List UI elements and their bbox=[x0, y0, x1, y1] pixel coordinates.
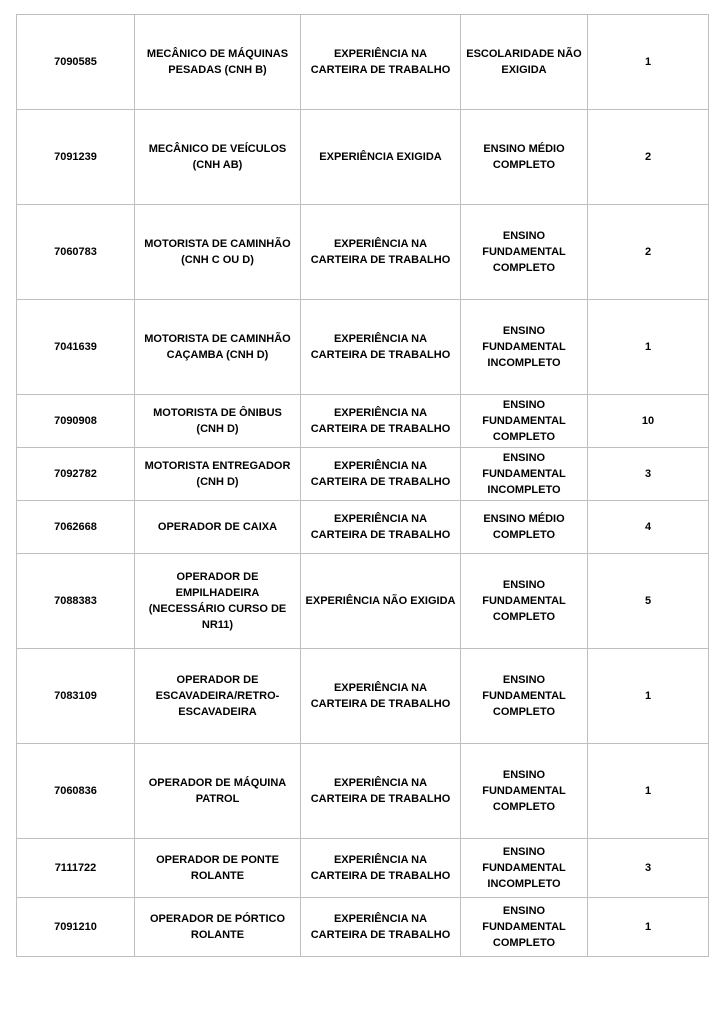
experience-requirement: EXPERIÊNCIA NÃO EXIGIDA bbox=[301, 554, 461, 649]
experience-requirement: EXPERIÊNCIA NA CARTEIRA DE TRABALHO bbox=[301, 898, 461, 957]
job-title: MOTORISTA DE CAMINHÃO (CNH C OU D) bbox=[135, 205, 301, 300]
job-vacancies-table bbox=[16, 14, 709, 957]
vacancy-count: 4 bbox=[588, 501, 709, 554]
education-requirement: ENSINO FUNDAMENTAL COMPLETO bbox=[461, 898, 588, 957]
vacancy-count: 3 bbox=[588, 839, 709, 898]
experience-requirement: EXPERIÊNCIA NA CARTEIRA DE TRABALHO bbox=[301, 395, 461, 448]
job-code: 7090585 bbox=[17, 15, 135, 110]
job-title: OPERADOR DE ESCAVADEIRA/RETRO-ESCAVADEIRA bbox=[135, 649, 301, 744]
job-code: 7111722 bbox=[17, 839, 135, 898]
vacancy-count: 3 bbox=[588, 448, 709, 501]
experience-requirement: EXPERIÊNCIA NA CARTEIRA DE TRABALHO bbox=[301, 15, 461, 110]
job-code: 7041639 bbox=[17, 300, 135, 395]
vacancy-count: 1 bbox=[588, 898, 709, 957]
job-code: 7088383 bbox=[17, 554, 135, 649]
education-requirement: ESCOLARIDADE NÃO EXIGIDA bbox=[461, 15, 588, 110]
experience-requirement: EXPERIÊNCIA NA CARTEIRA DE TRABALHO bbox=[301, 744, 461, 839]
table-row bbox=[17, 15, 709, 110]
table-row bbox=[17, 744, 709, 839]
job-code: 7060783 bbox=[17, 205, 135, 300]
education-requirement: ENSINO FUNDAMENTAL INCOMPLETO bbox=[461, 448, 588, 501]
job-title: OPERADOR DE PÓRTICO ROLANTE bbox=[135, 898, 301, 957]
experience-requirement: EXPERIÊNCIA EXIGIDA bbox=[301, 110, 461, 205]
job-title: MECÂNICO DE MÁQUINAS PESADAS (CNH B) bbox=[135, 15, 301, 110]
table-row bbox=[17, 554, 709, 649]
vacancy-count: 10 bbox=[588, 395, 709, 448]
education-requirement: ENSINO FUNDAMENTAL COMPLETO bbox=[461, 649, 588, 744]
job-title: MOTORISTA ENTREGADOR (CNH D) bbox=[135, 448, 301, 501]
vacancy-count: 1 bbox=[588, 15, 709, 110]
vacancy-count: 5 bbox=[588, 554, 709, 649]
experience-requirement: EXPERIÊNCIA NA CARTEIRA DE TRABALHO bbox=[301, 205, 461, 300]
job-code: 7092782 bbox=[17, 448, 135, 501]
job-title: OPERADOR DE PONTE ROLANTE bbox=[135, 839, 301, 898]
table-row bbox=[17, 839, 709, 898]
vacancy-count: 2 bbox=[588, 110, 709, 205]
job-code: 7091210 bbox=[17, 898, 135, 957]
job-code: 7091239 bbox=[17, 110, 135, 205]
education-requirement: ENSINO FUNDAMENTAL COMPLETO bbox=[461, 554, 588, 649]
job-code: 7083109 bbox=[17, 649, 135, 744]
experience-requirement: EXPERIÊNCIA NA CARTEIRA DE TRABALHO bbox=[301, 300, 461, 395]
vacancy-count: 1 bbox=[588, 649, 709, 744]
education-requirement: ENSINO MÉDIO COMPLETO bbox=[461, 110, 588, 205]
job-code: 7060836 bbox=[17, 744, 135, 839]
table-row bbox=[17, 448, 709, 501]
table-row bbox=[17, 110, 709, 205]
table-row bbox=[17, 501, 709, 554]
education-requirement: ENSINO FUNDAMENTAL INCOMPLETO bbox=[461, 839, 588, 898]
job-title: OPERADOR DE CAIXA bbox=[135, 501, 301, 554]
job-code: 7090908 bbox=[17, 395, 135, 448]
table-row bbox=[17, 898, 709, 957]
job-title: OPERADOR DE EMPILHADEIRA (NECESSÁRIO CURSO DE NR11) bbox=[135, 554, 301, 649]
vacancy-count: 1 bbox=[588, 300, 709, 395]
experience-requirement: EXPERIÊNCIA NA CARTEIRA DE TRABALHO bbox=[301, 649, 461, 744]
job-code: 7062668 bbox=[17, 501, 135, 554]
table-row bbox=[17, 300, 709, 395]
experience-requirement: EXPERIÊNCIA NA CARTEIRA DE TRABALHO bbox=[301, 448, 461, 501]
job-title: MOTORISTA DE ÔNIBUS (CNH D) bbox=[135, 395, 301, 448]
vacancy-count: 1 bbox=[588, 744, 709, 839]
education-requirement: ENSINO FUNDAMENTAL COMPLETO bbox=[461, 744, 588, 839]
education-requirement: ENSINO FUNDAMENTAL COMPLETO bbox=[461, 205, 588, 300]
experience-requirement: EXPERIÊNCIA NA CARTEIRA DE TRABALHO bbox=[301, 839, 461, 898]
job-title: MOTORISTA DE CAMINHÃO CAÇAMBA (CNH D) bbox=[135, 300, 301, 395]
job-title: MECÂNICO DE VEÍCULOS (CNH AB) bbox=[135, 110, 301, 205]
vacancy-count: 2 bbox=[588, 205, 709, 300]
table-row bbox=[17, 395, 709, 448]
table-row bbox=[17, 205, 709, 300]
table-row bbox=[17, 649, 709, 744]
education-requirement: ENSINO MÉDIO COMPLETO bbox=[461, 501, 588, 554]
experience-requirement: EXPERIÊNCIA NA CARTEIRA DE TRABALHO bbox=[301, 501, 461, 554]
job-title: OPERADOR DE MÁQUINA PATROL bbox=[135, 744, 301, 839]
education-requirement: ENSINO FUNDAMENTAL COMPLETO bbox=[461, 395, 588, 448]
education-requirement: ENSINO FUNDAMENTAL INCOMPLETO bbox=[461, 300, 588, 395]
